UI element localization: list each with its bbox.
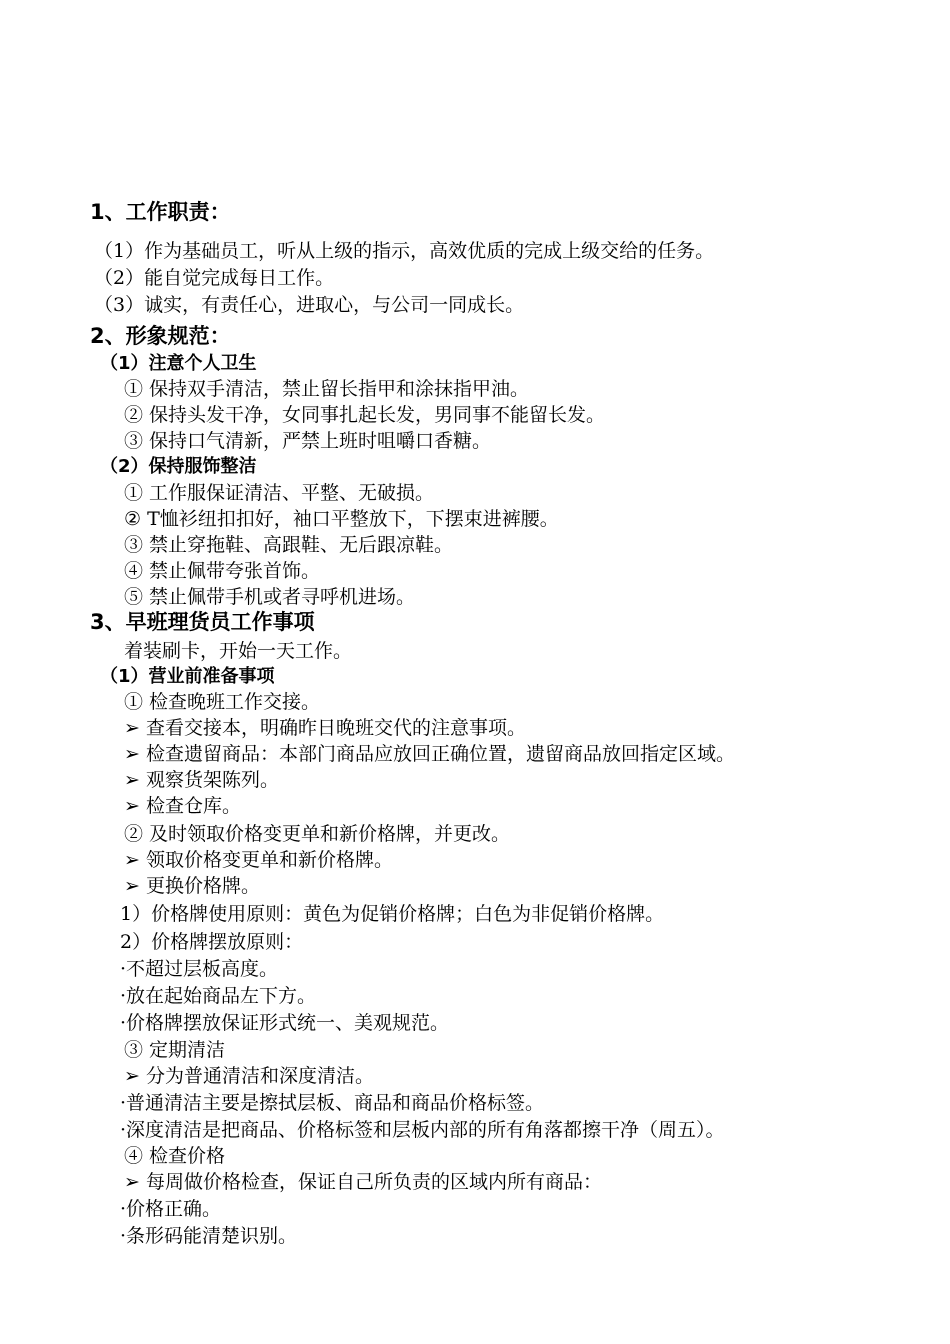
s2-sub2-item-3: ③ 禁止穿拖鞋、高跟鞋、无后跟凉鞋。: [124, 534, 454, 556]
s3-line: ·放在起始商品左下方。: [120, 985, 317, 1007]
s3-line: 2）价格牌摆放原则：: [120, 931, 304, 953]
s3-sub1-heading: （1）营业前准备事项: [100, 666, 275, 687]
s3-line: ➢ 检查遗留商品：本部门商品应放回正确位置，遗留商品放回指定区域。: [124, 743, 735, 765]
s3-line: ·条形码能清楚识别。: [120, 1225, 298, 1247]
s3-line: ➢ 分为普通清洁和深度清洁。: [124, 1065, 374, 1087]
s3-line: 1）价格牌使用原则：黄色为促销价格牌；白色为非促销价格牌。: [120, 903, 665, 925]
section-2-heading: 2、形象规范：: [90, 324, 231, 348]
s2-sub2-item-4: ④ 禁止佩带夸张首饰。: [124, 560, 321, 582]
s2-sub2-heading: （2）保持服饰整洁: [100, 456, 257, 477]
s2-sub1-item-1: ① 保持双手清洁，禁止留长指甲和涂抹指甲油。: [124, 378, 530, 400]
s3-line: ➢ 观察货架陈列。: [124, 769, 279, 791]
s2-sub1-heading: （1）注意个人卫生: [100, 353, 257, 374]
section-1-heading: 1、工作职责：: [90, 200, 231, 224]
s3-line: ③ 定期清洁: [124, 1039, 226, 1061]
s3-line: ·深度清洁是把商品、价格标签和层板内部的所有角落都擦干净（周五）。: [120, 1119, 725, 1141]
s1-item-3: （3）诚实，有责任心，进取心，与公司一同成长。: [94, 294, 525, 316]
s2-sub2-item-1: ① 工作服保证清洁、平整、无破损。: [124, 482, 435, 504]
s3-line: ④ 检查价格: [124, 1145, 226, 1167]
s2-sub2-item-5: ⑤ 禁止佩带手机或者寻呼机进场。: [124, 586, 416, 608]
s3-line: ➢ 每周做价格检查，保证自己所负责的区域内所有商品：: [124, 1171, 602, 1193]
s2-sub2-item-2: ② T恤衫纽扣扣好，袖口平整放下，下摆束进裤腰。: [124, 508, 559, 530]
s3-line: ➢ 查看交接本，明确昨日晚班交代的注意事项。: [124, 717, 526, 739]
s3-line: ➢ 领取价格变更单和新价格牌。: [124, 849, 393, 871]
s3-line: ·价格正确。: [120, 1198, 222, 1220]
s3-line: ·普通清洁主要是擦拭层板、商品和商品价格标签。: [120, 1092, 545, 1114]
s1-item-2: （2）能自觉完成每日工作。: [94, 267, 335, 289]
s3-line: ➢ 检查仓库。: [124, 795, 241, 817]
s3-line: ① 检查晚班工作交接。: [124, 691, 321, 713]
s3-line: ·不超过层板高度。: [120, 958, 279, 980]
s3-line: ② 及时领取价格变更单和新价格牌，并更改。: [124, 823, 511, 845]
s2-sub1-item-3: ③ 保持口气清新，严禁上班时咀嚼口香糖。: [124, 430, 492, 452]
s3-line: ➢ 更换价格牌。: [124, 875, 260, 897]
s3-line: ·价格牌摆放保证形式统一、美观规范。: [120, 1012, 450, 1034]
section-3-heading: 3、早班理货员工作事项: [90, 610, 315, 634]
s2-sub1-item-2: ② 保持头发干净，女同事扎起长发，男同事不能留长发。: [124, 404, 606, 426]
s3-intro: 着装刷卡，开始一天工作。: [124, 640, 353, 662]
s1-item-1: （1）作为基础员工，听从上级的指示，高效优质的完成上级交给的任务。: [94, 240, 715, 262]
